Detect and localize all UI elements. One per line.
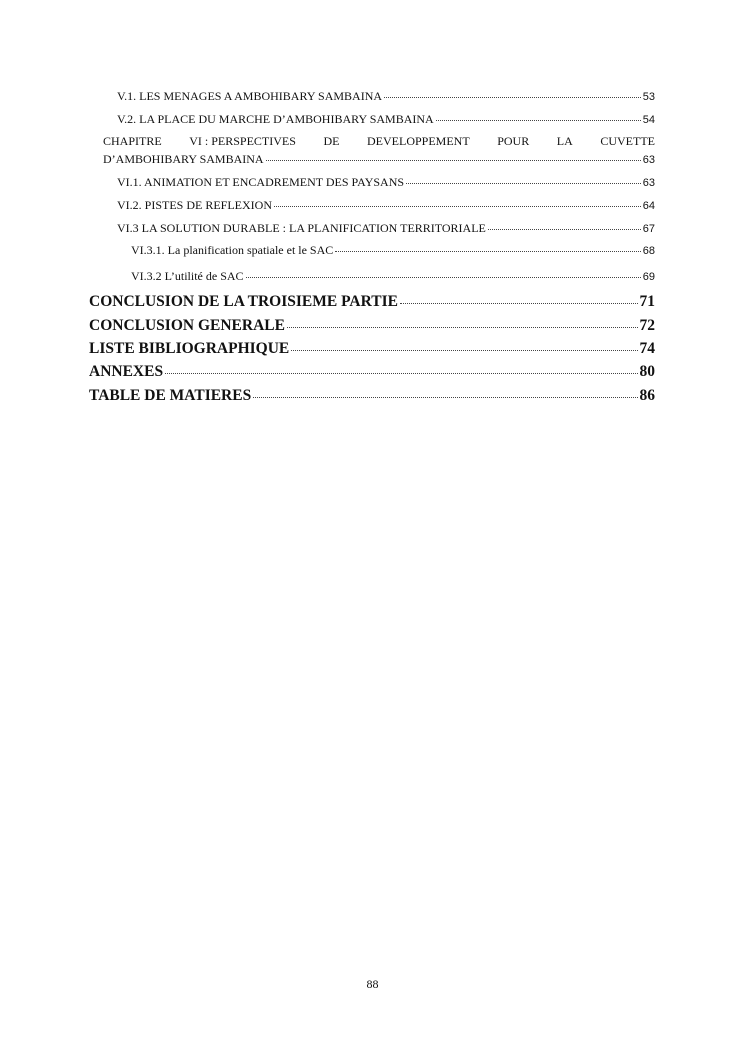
- dot-leader: [488, 228, 641, 230]
- toc-entry[interactable]: [117, 89, 655, 104]
- toc-entry-page: 67: [642, 223, 655, 235]
- toc-entry-label-line1: [103, 134, 655, 149]
- toc-entry-page: 63: [642, 177, 655, 189]
- toc-entry-label: VI.3.1. La planification spatiale et le SAC: [131, 243, 334, 257]
- toc-entry-chapter[interactable]: [103, 134, 655, 149]
- toc-entry[interactable]: [131, 269, 655, 284]
- toc-entry-label: D’AMBOHIBARY SAMBAINA: [103, 152, 264, 166]
- dot-leader: [406, 182, 641, 184]
- toc-entry-page: 63: [642, 154, 655, 166]
- toc-entry-label: VI.3.2 L’utilité de SAC: [131, 269, 244, 283]
- toc-entry[interactable]: [89, 293, 655, 311]
- toc-entry-page: 80: [639, 363, 655, 380]
- toc-entry-page: 68: [642, 245, 655, 257]
- dot-leader: [253, 396, 637, 398]
- toc-word: CHAPITRE: [103, 134, 162, 148]
- toc-word: LA: [556, 134, 573, 148]
- toc-word: CUVETTE: [600, 134, 655, 148]
- dot-leader: [274, 205, 641, 207]
- toc-entry-page: 72: [639, 317, 655, 334]
- toc-entry-label: V.1. LES MENAGES A AMBOHIBARY SAMBAINA: [117, 89, 383, 103]
- dot-leader: [436, 119, 641, 121]
- toc-entry-label: VI.1. ANIMATION ET ENCADREMENT DES PAYSANS: [117, 175, 405, 189]
- toc-entry[interactable]: [131, 243, 655, 258]
- toc-entry[interactable]: [89, 340, 655, 358]
- toc-entry-label: CONCLUSION DE LA TROISIEME PARTIE: [89, 293, 398, 310]
- toc-word: VI : PERSPECTIVES: [189, 134, 296, 148]
- toc-word: DE: [323, 134, 340, 148]
- toc-word: DEVELOPPEMENT: [367, 134, 470, 148]
- toc-entry[interactable]: [89, 387, 655, 405]
- toc-entry-label: CONCLUSION GENERALE: [89, 317, 285, 334]
- toc-entry-page: 86: [639, 387, 655, 404]
- page-number: 88: [366, 977, 379, 991]
- dot-leader: [400, 302, 638, 304]
- dot-leader: [384, 96, 641, 98]
- dot-leader: [246, 276, 641, 278]
- toc-entry-label: LISTE BIBLIOGRAPHIQUE: [89, 340, 290, 357]
- toc-entry-label: VI.3 LA SOLUTION DURABLE : LA PLANIFICATION TERRITORIALE: [117, 221, 486, 235]
- toc-word: POUR: [497, 134, 530, 148]
- toc-entry[interactable]: [89, 317, 655, 335]
- toc-entry-label: VI.2. PISTES DE REFLEXION: [117, 198, 272, 212]
- toc-entry[interactable]: [89, 363, 655, 381]
- dot-leader: [335, 250, 640, 252]
- dot-leader: [291, 349, 637, 351]
- toc-entry[interactable]: [117, 221, 655, 236]
- toc-entry-continuation[interactable]: [103, 152, 655, 167]
- dot-leader: [266, 159, 641, 161]
- dot-leader: [287, 326, 638, 328]
- toc-entry[interactable]: [117, 112, 655, 127]
- toc-entry-page: 69: [642, 271, 655, 283]
- toc-entry-label: TABLE DE MATIERES: [89, 387, 252, 404]
- dot-leader: [165, 372, 637, 374]
- toc-entry-page: 71: [639, 293, 655, 310]
- toc-entry[interactable]: [117, 198, 655, 213]
- toc-entry-page: 64: [642, 200, 655, 212]
- toc-entry-page: 53: [642, 91, 655, 103]
- toc-entry[interactable]: [117, 175, 655, 190]
- toc-entry-label: ANNEXES: [89, 363, 164, 380]
- toc-entry-label: V.2. LA PLACE DU MARCHE D’AMBOHIBARY SAMBAINA: [117, 112, 434, 126]
- toc-entry-page: 74: [639, 340, 655, 357]
- toc-entry-page: 54: [642, 114, 655, 126]
